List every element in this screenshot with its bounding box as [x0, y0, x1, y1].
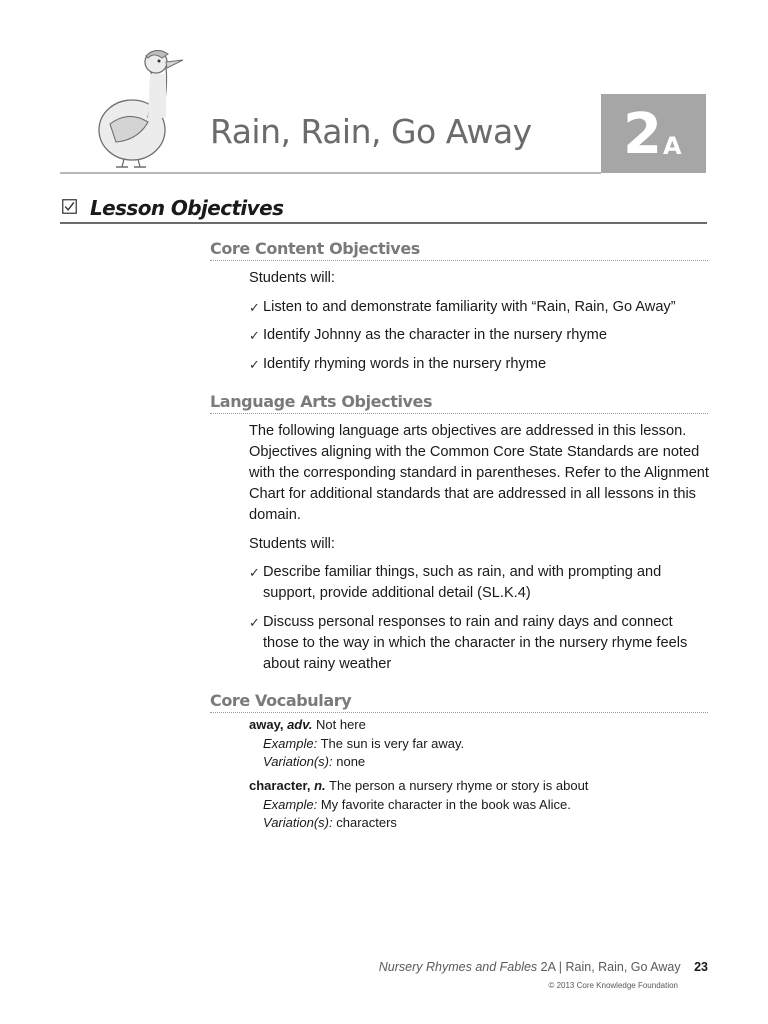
language-arts-heading: Language Arts Objectives — [210, 392, 433, 411]
vocab-variations: none — [336, 754, 366, 769]
vocab-term: away, — [249, 717, 284, 732]
objective-item — [249, 354, 711, 375]
example-label: Example: — [263, 735, 318, 751]
vocab-definition: The person a nursery rhyme or story is about — [329, 778, 589, 793]
check-mark-icon: ✓ — [249, 357, 260, 372]
students-will-intro: Students will: — [249, 270, 335, 286]
footer-lesson-title: Rain, Rain, Go Away — [565, 960, 681, 974]
vocab-example: The sun is very far away. — [320, 735, 465, 751]
dotted-divider — [210, 712, 708, 713]
section-heading: Lesson Objectives — [90, 196, 284, 220]
vocab-part-of-speech: n. — [314, 778, 326, 793]
footer-book-title: Nursery Rhymes and Fables — [378, 960, 538, 974]
section-divider — [60, 222, 707, 224]
footer-separator: | — [558, 960, 563, 974]
objective-text: Listen to and demonstrate familiarity with “Rain, Rain, Go Away” — [263, 299, 676, 315]
objective-item — [249, 297, 711, 318]
vocab-term: character, — [249, 778, 311, 793]
variations-label: Variation(s): — [263, 815, 333, 830]
footer-lesson-number: 2A — [540, 960, 556, 974]
core-vocabulary-heading: Core Vocabulary — [210, 691, 352, 710]
copyright-notice: © 2013 Core Knowledge Foundation — [548, 981, 678, 990]
objective-item — [249, 562, 711, 604]
objective-item — [249, 325, 711, 346]
dotted-divider — [210, 413, 708, 414]
example-label: Example: — [263, 796, 318, 812]
header-divider — [60, 172, 601, 174]
check-mark-icon: ✓ — [249, 565, 260, 580]
vocab-part-of-speech: adv. — [287, 717, 313, 732]
badge-letter: A — [663, 132, 682, 160]
objective-text: Identify rhyming words in the nursery rhyme — [263, 356, 547, 372]
goose-illustration — [88, 44, 188, 168]
core-content-heading: Core Content Objectives — [210, 239, 420, 258]
checkbox-icon — [62, 199, 77, 214]
lesson-number-badge — [601, 94, 706, 173]
badge-number: 2 — [623, 102, 660, 167]
students-will-intro: Students will: — [249, 536, 335, 552]
objective-text: Identify Johnny as the character in the nursery rhyme — [263, 327, 607, 343]
lesson-title: Rain, Rain, Go Away — [210, 112, 532, 151]
check-mark-icon: ✓ — [249, 328, 260, 343]
vocab-example: My favorite character in the book was Alice. — [320, 796, 571, 812]
vocab-variations: characters — [336, 815, 397, 830]
dotted-divider — [210, 260, 708, 261]
check-mark-icon: ✓ — [249, 300, 260, 315]
objective-text: Discuss personal responses to rain and rainy days and connect those to the way in which the character in the nursery rhyme feels about rainy weather — [263, 614, 688, 672]
objective-text: Describe familiar things, such as rain, and with prompting and support, provide additional detail (SL.K.4) — [263, 564, 662, 601]
vocabulary-entry — [249, 777, 709, 833]
vocab-definition: Not here — [316, 717, 366, 732]
vocabulary-entry — [249, 716, 709, 772]
objective-item — [249, 612, 711, 675]
page-footer — [379, 960, 708, 974]
language-arts-paragraph: The following language arts objectives are addressed in this lesson. Objectives aligning with the Common Core State Standards are noted with the corresponding standard in parentheses. Refer to the Alignment Chart for additional standards that are addressed in all lessons in this domain. — [249, 423, 709, 523]
variations-label: Variation(s): — [263, 754, 333, 769]
check-mark-icon: ✓ — [249, 615, 260, 630]
page-number: 23 — [694, 960, 708, 974]
